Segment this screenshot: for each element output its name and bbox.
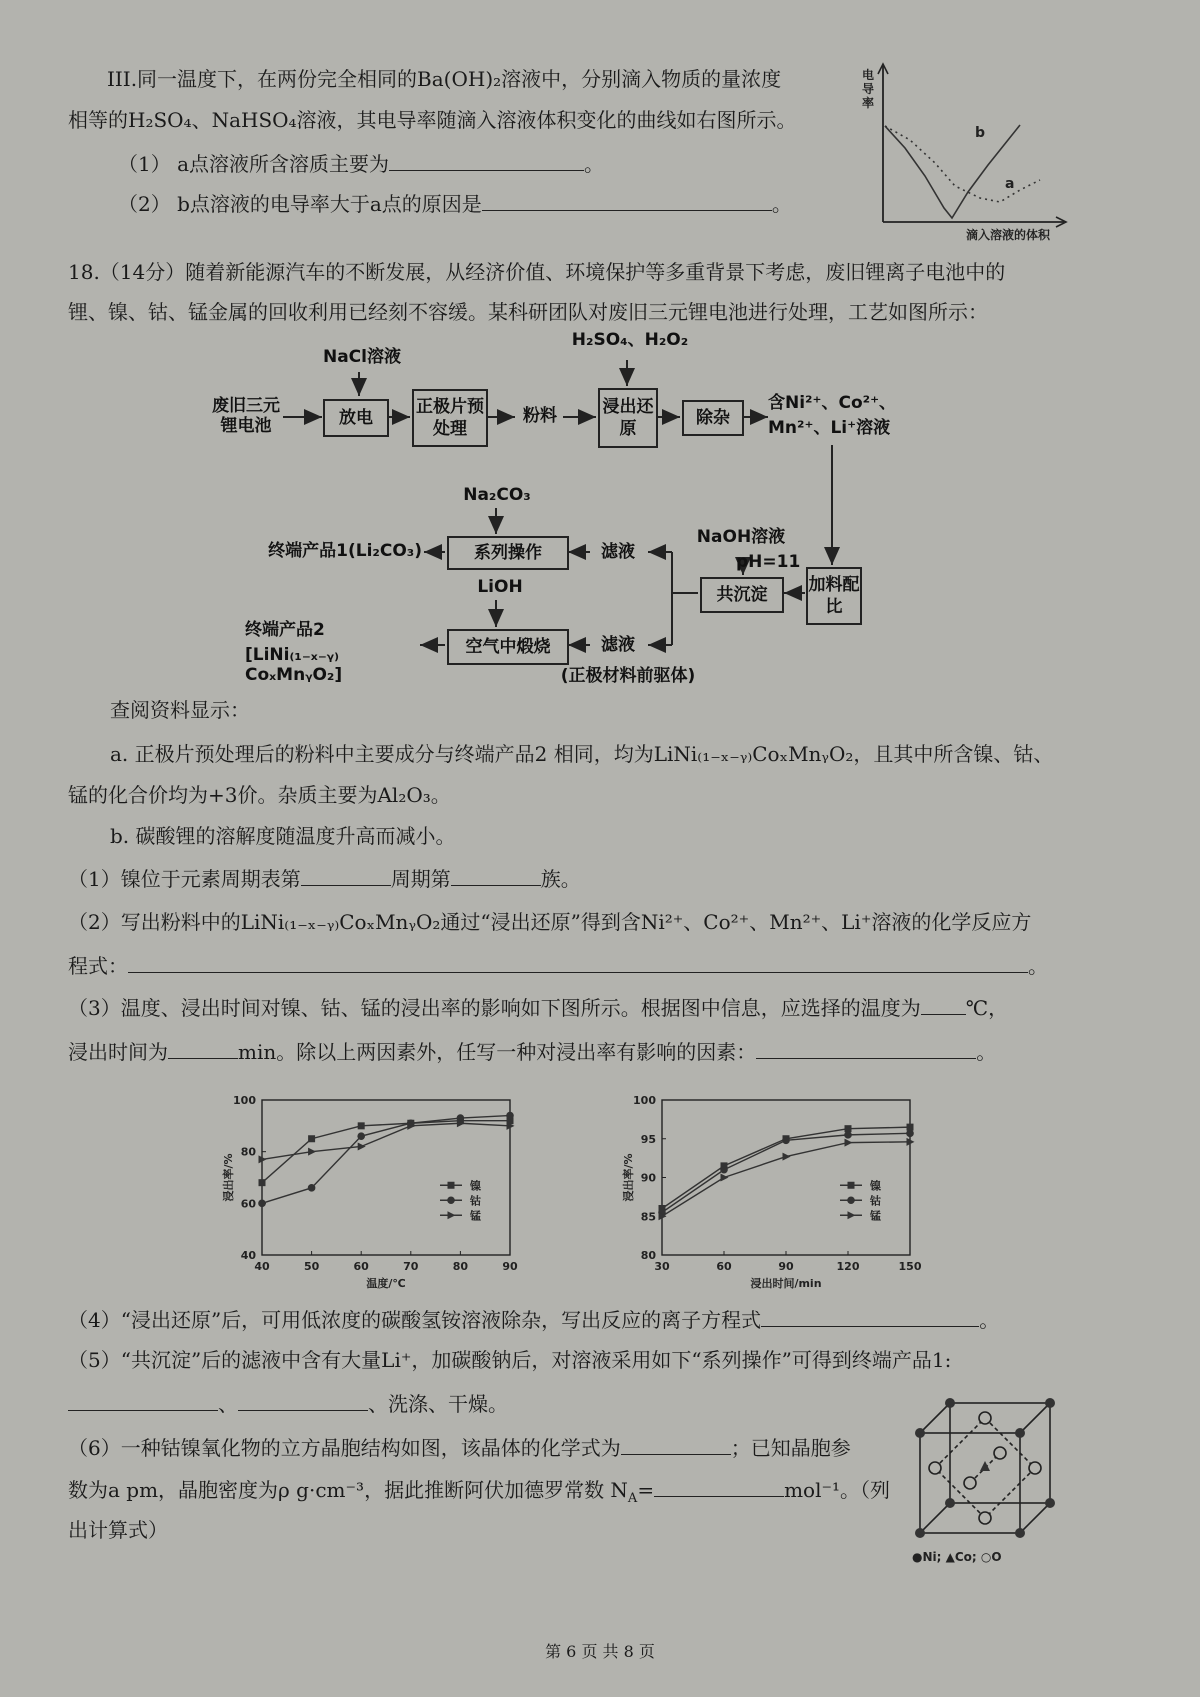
y-tick-label: 60 — [240, 1197, 256, 1211]
plot-frame — [662, 1100, 910, 1255]
x-tick-label: 90 — [778, 1260, 794, 1273]
q17-question-1: （1） a点溶液所含溶质主要为 。 — [118, 152, 605, 176]
data-point-锰 — [721, 1174, 729, 1182]
flow-box-remove: 除杂 — [682, 400, 744, 436]
answer-blank-time[interactable] — [168, 1038, 238, 1059]
x-tick-label: 50 — [303, 1260, 320, 1273]
y-tick-label: 95 — [640, 1132, 656, 1146]
y-tick-label: 100 — [633, 1094, 656, 1107]
graph-ylabel: 电导率 — [862, 68, 875, 110]
data-point-钴 — [844, 1131, 852, 1139]
y-tick-label: 100 — [233, 1094, 256, 1107]
flow-product2-line1: 终端产品2 — [245, 620, 325, 640]
q18-question-3-line1: （3）温度、浸出时间对镍、钴、锰的浸出率的影响如下图所示。根据图中信息，应选择的温度为 ℃， — [68, 996, 1009, 1020]
x-tick-label: 150 — [898, 1260, 922, 1273]
data-point-镍 — [358, 1122, 365, 1129]
y-tick-label: 40 — [240, 1249, 256, 1262]
q18-intro-line1: 18.（14分）随着新能源汽车的不断发展，从经济价值、环境保护等多重背景下考虑，废旧锂离子电池中的 — [68, 260, 1006, 284]
graph-label-a: a — [1005, 176, 1015, 192]
q17-intro-line1: III.同一温度下，在两份完全相同的Ba(OH)₂溶液中，分别滴入物质的量浓度 — [107, 67, 782, 91]
data-point-钴 — [782, 1137, 790, 1145]
flow-ions-line1: 含Ni²⁺、Co²⁺、 — [768, 393, 897, 413]
q18-question-6-line3: 出计算式） — [68, 1518, 168, 1542]
chart-time — [600, 1085, 920, 1295]
legend-label-锰: 锰 — [870, 1209, 881, 1223]
flow-box-pretreat: 正极片预处理 — [412, 389, 488, 447]
y-tick-label: 80 — [240, 1145, 256, 1159]
flow-box-leach: 浸出还原 — [598, 388, 658, 448]
x-tick-label: 30 — [654, 1260, 670, 1273]
flow-start: 废旧三元锂电池 — [212, 396, 280, 436]
legend-marker-镍 — [848, 1182, 855, 1189]
answer-blank-formula[interactable] — [621, 1434, 731, 1455]
answer-blank-step1[interactable] — [68, 1390, 218, 1411]
flow-box-feed: 加料配比 — [806, 567, 862, 625]
flow-filtrate1: 滤液 — [601, 542, 635, 562]
answer-blank-equation[interactable] — [128, 952, 1028, 973]
data-point-镍 — [259, 1179, 266, 1186]
legend-label-钴: 钴 — [470, 1194, 481, 1208]
crystal-cell-diagram — [910, 1395, 1060, 1545]
flow-na2co3: Na₂CO₃ — [463, 485, 531, 505]
data-point-锰 — [308, 1148, 316, 1156]
q18-question-5-line2: 、 、洗涤、干燥。 — [68, 1390, 508, 1416]
answer-blank[interactable] — [389, 150, 584, 171]
data-point-镍 — [308, 1135, 315, 1142]
flow-h2so4: H₂SO₄、H₂O₂ — [571, 330, 689, 350]
info-b: b. 碳酸锂的溶解度随温度升高而减小。 — [110, 824, 456, 848]
legend-marker-镍 — [448, 1182, 455, 1189]
y-tick-label: 85 — [640, 1210, 656, 1224]
legend-marker-锰 — [848, 1211, 856, 1219]
legend-marker-锰 — [448, 1211, 456, 1219]
info-a-line1: a. 正极片预处理后的粉料中主要成分与终端产品2 相同，均为LiNi₍₁₋ₓ₋ᵧ₎CoₓMnᵧO₂，且其中所含镍、钴、 — [110, 742, 1054, 766]
legend-label-钴: 钴 — [870, 1194, 881, 1208]
flow-nacl: NaCl溶液 — [322, 347, 401, 367]
x-axis-label: 浸出时间/min — [750, 1277, 822, 1290]
chart-temperature — [210, 1085, 518, 1295]
graph-xlabel: 滴入溶液的体积 — [966, 228, 1051, 242]
q18-question-2-line2: 程式： 。 — [68, 954, 1048, 978]
answer-blank-ionic-equation[interactable] — [761, 1306, 979, 1327]
legend-marker-钴 — [447, 1196, 455, 1204]
y-tick-label: 90 — [640, 1171, 656, 1185]
x-tick-label: 80 — [452, 1260, 469, 1273]
flow-box-series: 系列操作 — [447, 536, 569, 570]
answer-blank-factor[interactable] — [756, 1038, 976, 1059]
q17-question-2: （2） b点溶液的电导率大于a点的原因是 。 — [118, 192, 792, 216]
flow-box-coprecip: 共沉淀 — [700, 577, 784, 613]
data-point-钴 — [308, 1184, 316, 1192]
flow-naoh: NaOH溶液 — [696, 527, 786, 547]
info-title: 查阅资料显示： — [110, 698, 250, 722]
page-footer: 第 6 页 共 8 页 — [545, 1642, 655, 1661]
x-axis-label: 温度/℃ — [366, 1277, 406, 1290]
x-tick-label: 60 — [716, 1260, 732, 1273]
flow-ph: pH=11 — [736, 552, 801, 572]
x-tick-label: 60 — [353, 1260, 369, 1273]
legend-marker-钴 — [847, 1196, 855, 1204]
answer-blank-temperature[interactable] — [921, 994, 966, 1015]
q17-intro-line2: 相等的H₂SO₄、NaHSO₄溶液，其电导率随滴入溶液体积变化的曲线如右图所示。 — [68, 108, 797, 132]
answer-blank-avogadro[interactable] — [654, 1476, 784, 1497]
q18-question-6-line1: （6）一种钴镍氧化物的立方晶胞结构如图，该晶体的化学式为 ；已知晶胞参 — [68, 1436, 851, 1460]
q18-question-3-line2: 浸出时间为 min。除以上两因素外，任写一种对浸出率有影响的因素： 。 — [68, 1040, 997, 1064]
data-point-钴 — [906, 1130, 914, 1138]
graph-label-b: b — [975, 125, 986, 141]
legend-label-锰: 锰 — [470, 1209, 481, 1223]
q18-question-6-line2: 数为a pm，晶胞密度为ρ g·cm⁻³，据此推断阿伏加德罗常数 $N_A= mol^{-1}$。（列 — [68, 1478, 891, 1506]
data-point-钴 — [506, 1112, 514, 1120]
x-tick-label: 70 — [403, 1260, 419, 1273]
answer-blank-period[interactable] — [301, 865, 391, 886]
crystal-legend: ●Ni; ▲Co; ○O — [912, 1550, 1002, 1564]
data-point-锰 — [783, 1153, 791, 1161]
q18-question-1: （1）镍位于元素周期表第 周期第 族。 — [68, 867, 581, 891]
data-point-锰 — [358, 1143, 366, 1151]
answer-blank-step2[interactable] — [238, 1390, 368, 1411]
data-point-锰 — [845, 1139, 853, 1147]
y-tick-label: 80 — [640, 1249, 656, 1262]
answer-blank[interactable] — [482, 190, 772, 211]
y-axis-label: 浸出率/% — [222, 1153, 235, 1202]
flow-lioh: LiOH — [477, 577, 523, 597]
data-point-钴 — [357, 1132, 365, 1140]
flow-box-calcine: 空气中煅烧 — [447, 629, 569, 665]
flow-product1: 终端产品1(Li₂CO₃) — [268, 541, 422, 561]
legend-label-镍: 镍 — [870, 1179, 881, 1193]
flow-product2-line2: [LiNi₍₁₋ₓ₋ᵧ₎CoₓMnᵧO₂] — [245, 645, 343, 685]
flow-ions-line2: Mn²⁺、Li⁺溶液 — [768, 418, 891, 438]
q18-question-4: （4）“浸出还原”后，可用低浓度的碳酸氢铵溶液除杂，写出反应的离子方程式 。 — [68, 1308, 1000, 1332]
q18-question-2-line1: （2）写出粉料中的LiNi₍₁₋ₓ₋ᵧ₎CoₓMnᵧO₂通过“浸出还原”得到含Ni²⁺、Co²⁺、Mn²⁺、Li⁺溶液的化学反应方 — [68, 910, 1032, 934]
flow-precursor: (正极材料前驱体) — [560, 666, 696, 686]
q18-intro-line2: 锂、镍、钴、锰金属的回收利用已经刻不容缓。某科研团队对废旧三元锂电池进行处理，工艺如图所示： — [68, 300, 988, 324]
data-point-钴 — [720, 1166, 728, 1174]
series-line-锰 — [262, 1123, 510, 1159]
legend-label-镍: 镍 — [470, 1179, 481, 1193]
x-tick-label: 40 — [254, 1260, 270, 1273]
answer-blank-group[interactable] — [451, 865, 541, 886]
data-point-钴 — [258, 1200, 266, 1208]
flow-filtrate2: 滤液 — [601, 635, 635, 655]
info-a-line2: 锰的化合价均为+3价。杂质主要为Al₂O₃。 — [68, 783, 451, 807]
x-tick-label: 120 — [836, 1260, 860, 1273]
q18-question-5-line1: （5）“共沉淀”后的滤液中含有大量Li⁺，加碳酸钠后，对溶液采用如下“系列操作”可得到终端产品1: — [68, 1348, 952, 1372]
flow-powder: 粉料 — [523, 406, 557, 426]
x-tick-label: 90 — [502, 1260, 518, 1273]
y-axis-label: 浸出率/% — [622, 1153, 635, 1202]
flow-box-discharge: 放电 — [323, 399, 389, 437]
